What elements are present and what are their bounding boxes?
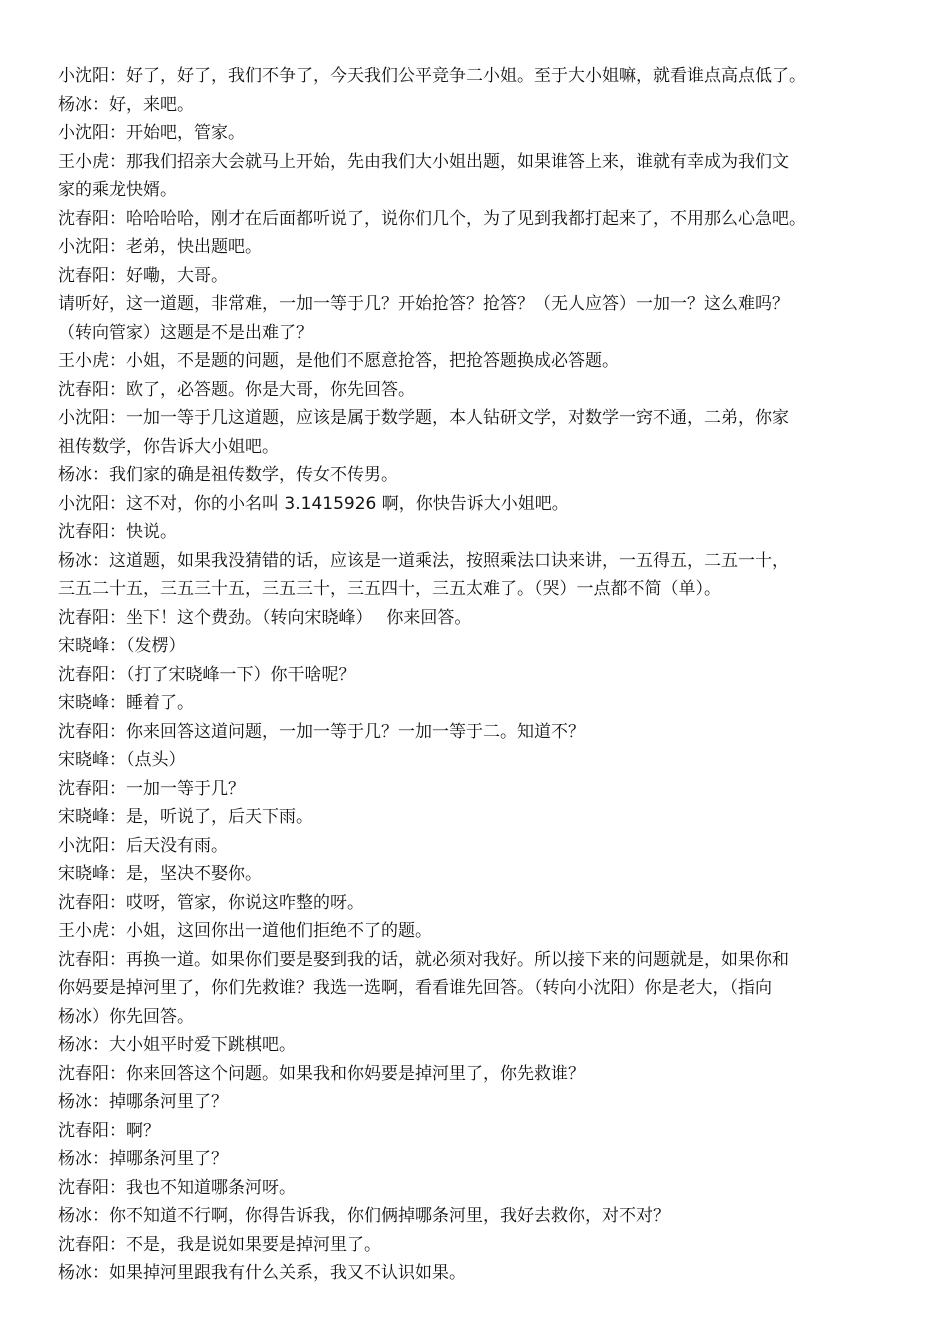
script-line: 沈春阳：我也不知道哪条河呀。 — [58, 1177, 296, 1198]
script-line: 小沈阳：开始吧，管家。 — [58, 123, 245, 143]
script-line: 杨冰：大小姐平时爱下跳棋吧。 — [58, 1035, 296, 1055]
script-body — [58, 62, 900, 1288]
script-line: 宋晓峰：是，坚决不娶你。 — [58, 864, 262, 884]
script-line: 小沈阳：一加一等于几这道题，应该是属于数学题，本人钻研文学，对数学一窍不通，二弟，你家 — [58, 408, 789, 428]
script-line: 沈春阳：好嘞，大哥。 — [58, 265, 228, 286]
script-line: 沈春阳：快说。 — [58, 522, 177, 542]
script-line: 你妈要是掉河里了，你们先救谁？我选一选啊，看看谁先回答。（转向小沈阳）你是老大，（指向 — [58, 978, 772, 998]
script-line: 沈春阳：哈哈哈哈，刚才在后面都听说了，说你们几个，为了见到我都打起来了，不用那么心急吧。 — [58, 208, 806, 229]
script-line: （转向管家）这题是不是出难了？ — [58, 322, 313, 343]
script-line: 祖传数学，你告诉大小姐吧。 — [58, 436, 279, 457]
script-line: 小沈阳：这不对，你的小名叫 3.1415926 啊，你快告诉大小姐吧。 — [58, 493, 569, 514]
script-line: 小沈阳：老弟，快出题吧。 — [58, 237, 262, 257]
script-line: 宋晓峰：睡着了。 — [58, 693, 194, 713]
script-line: 沈春阳：你来回答这道问题，一加一等于几？一加一等于二。知道不？ — [58, 721, 585, 742]
script-line: 请听好，这一道题，非常难，一加一等于几？开始抢答？抢答？（无人应答）一加一？这么难吗？ — [58, 294, 789, 314]
script-line: 沈春阳：一加一等于几？ — [58, 778, 245, 799]
script-line: 三五二十五，三五三十五，三五三十，三五四十，三五太难了。（哭）一点都不简（单）。 — [58, 579, 721, 599]
script-line: 宋晓峰：（发楞） — [58, 636, 186, 656]
script-line: 沈春阳：（打了宋晓峰一下）你干啥呢？ — [58, 664, 356, 685]
script-line: 杨冰）你先回答。 — [58, 1006, 194, 1027]
script-line: 杨冰：掉哪条河里了？ — [58, 1092, 228, 1112]
script-line: 杨冰：如果掉河里跟我有什么关系，我又不认识如果。 — [58, 1263, 466, 1283]
script-line: 王小虎：那我们招亲大会就马上开始，先由我们大小姐出题，如果谁答上来，谁就有幸成为我们文 — [58, 151, 789, 172]
script-line: 沈春阳：你来回答这个问题。如果我和你妈要是掉河里了，你先救谁？ — [58, 1063, 585, 1084]
script-line: 宋晓峰：（点头） — [58, 750, 186, 770]
script-line: 沈春阳：不是，我是说如果要是掉河里了。 — [58, 1234, 381, 1255]
script-line: 沈春阳：哎呀，管家，你说这咋整的呀。 — [58, 892, 364, 913]
script-line: 沈春阳：啊？ — [58, 1120, 160, 1141]
script-line: 沈春阳：坐下！这个费劲。（转向宋晓峰） 你来回答。 — [58, 607, 472, 628]
script-line: 杨冰：好，来吧。 — [58, 94, 194, 115]
script-line: 小沈阳：好了，好了，我们不争了，今天我们公平竞争二小姐。至于大小姐嘛，就看谁点高点低了。 — [58, 66, 806, 86]
script-line: 杨冰：你不知道不行啊，你得告诉我，你们俩掉哪条河里，我好去救你，对不对？ — [58, 1206, 670, 1226]
script-line: 杨冰：掉哪条河里了？ — [58, 1149, 228, 1169]
script-line: 沈春阳：再换一道。如果你们要是娶到我的话，就必须对我好。所以接下来的问题就是，如果你和 — [58, 949, 789, 970]
script-line: 家的乘龙快婿。 — [58, 180, 177, 200]
script-line: 王小虎：小姐，这回你出一道他们拒绝不了的题。 — [58, 921, 432, 941]
script-line: 杨冰：我们家的确是祖传数学，传女不传男。 — [58, 465, 398, 485]
script-line: 沈春阳：欧了，必答题。你是大哥，你先回答。 — [58, 379, 415, 400]
script-line: 宋晓峰：是，听说了，后天下雨。 — [58, 807, 313, 827]
script-line: 杨冰：这道题，如果我没猜错的话，应该是一道乘法，按照乘法口诀来讲，一五得五，二五一十， — [58, 550, 789, 571]
script-line: 王小虎：小姐，不是题的问题，是他们不愿意抢答，把抢答题换成必答题。 — [58, 351, 619, 371]
script-line: 小沈阳：后天没有雨。 — [58, 835, 228, 856]
